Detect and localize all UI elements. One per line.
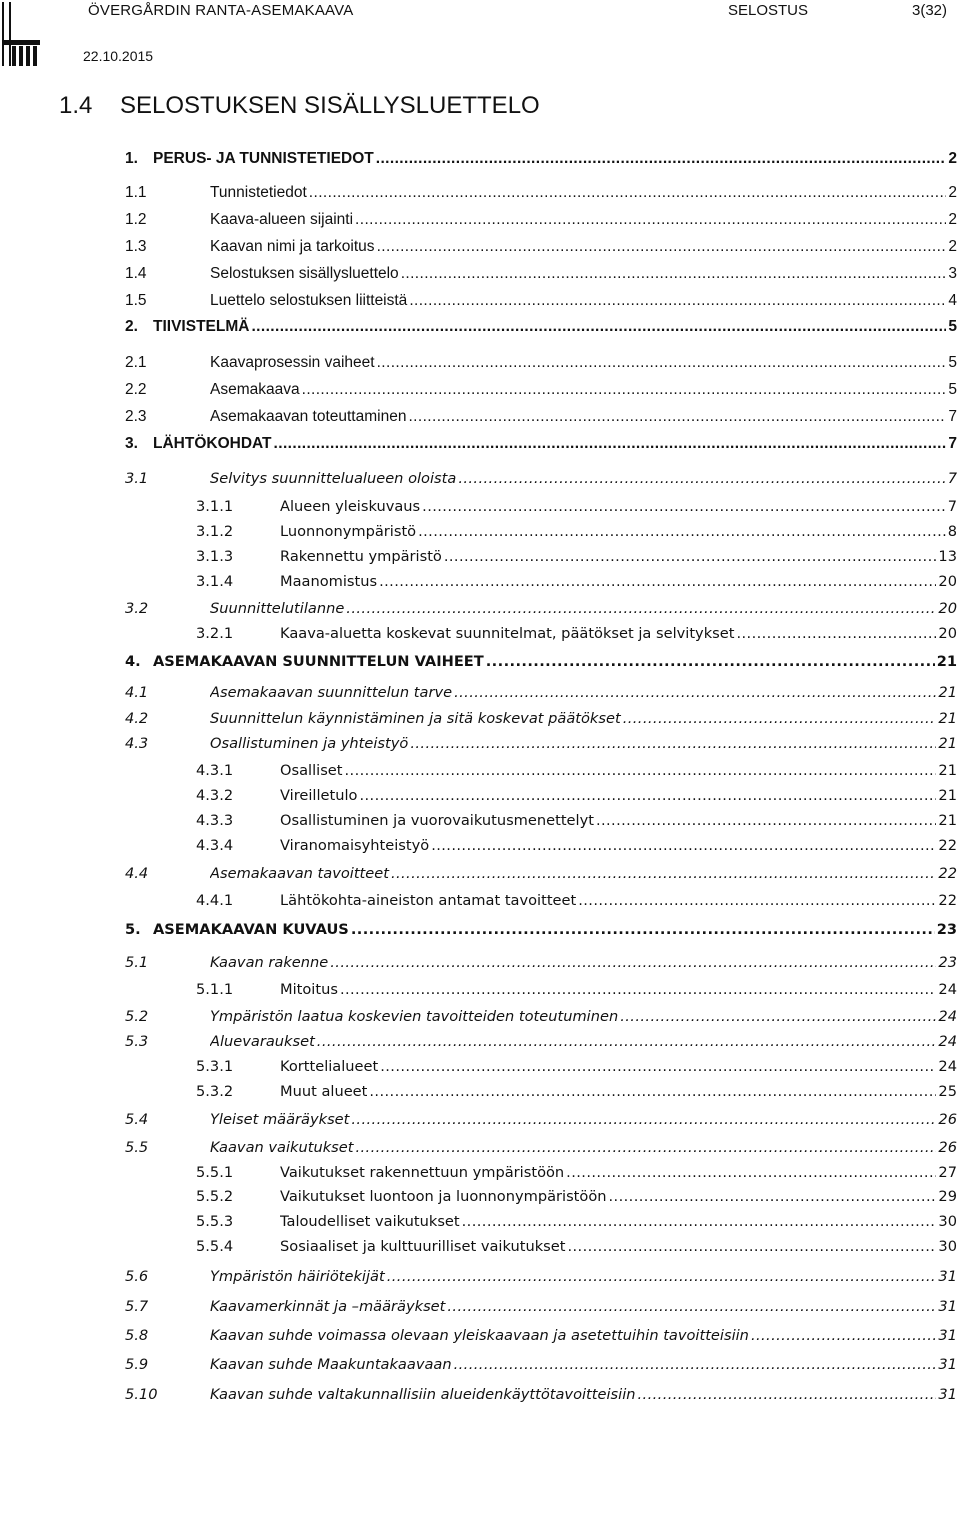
toc-entry-page: 7: [947, 470, 957, 487]
toc-entry[interactable]: [0, 236, 960, 258]
toc-entry[interactable]: [0, 810, 960, 832]
toc-dot-leader: [751, 1325, 936, 1347]
toc-entry-title: Maanomistus: [280, 573, 378, 590]
toc-dot-leader: [377, 352, 947, 374]
toc-entry-page: 4: [948, 292, 957, 309]
toc-entry-number: 5.7: [125, 1298, 149, 1315]
toc-entry-title: Aluevaraukset: [210, 1033, 315, 1050]
header-page-number: 3(32): [912, 2, 948, 19]
toc-entry-title: Kaavan rakenne: [210, 954, 329, 971]
toc-entry-title: Asemakaavan toteuttaminen: [210, 408, 407, 425]
toc-entry[interactable]: [0, 979, 960, 1001]
toc-entry-leader: [153, 316, 957, 338]
toc-entry-leader: [280, 890, 957, 912]
toc-entry[interactable]: [0, 352, 960, 374]
toc-entry-title: Kaavan vaikutukset: [210, 1139, 354, 1156]
toc-entry-number: 3.1: [125, 470, 149, 487]
toc-entry-page: 2: [948, 184, 957, 201]
toc-dot-leader: [458, 468, 945, 490]
toc-entry-page: 22: [938, 892, 957, 909]
toc-dot-leader: [462, 1211, 937, 1233]
toc-entry-page: 13: [938, 548, 957, 565]
toc-entry[interactable]: [0, 209, 960, 231]
toc-entry[interactable]: [0, 890, 960, 912]
toc-entry[interactable]: [0, 598, 960, 620]
toc-entry-leader: [210, 1006, 957, 1028]
toc-entry[interactable]: [0, 406, 960, 428]
toc-dot-leader: [317, 1031, 937, 1053]
toc-entry-title: Suunnittelutilanne: [210, 600, 345, 617]
toc-entry-leader: [280, 623, 957, 645]
toc-entry-page: 20: [938, 600, 957, 617]
toc-entry-number: 4.3.4: [196, 837, 234, 854]
toc-entry[interactable]: [0, 835, 960, 857]
toc-entry-leader: [280, 521, 957, 543]
toc-entry[interactable]: [0, 863, 960, 885]
toc-entry-number: 1.1: [125, 184, 147, 201]
toc-entry[interactable]: [0, 468, 960, 490]
toc-entry-leader: [280, 1056, 957, 1078]
toc-entry-number: 4.1: [125, 684, 149, 701]
toc-dot-leader: [391, 863, 936, 885]
toc-entry-title: Muut alueet: [280, 1083, 368, 1100]
toc-dot-leader: [355, 209, 946, 231]
toc-entry-title: Luettelo selostuksen liitteistä: [210, 292, 408, 309]
toc-entry-number: 4.3.1: [196, 762, 234, 779]
toc-entry[interactable]: [0, 1031, 960, 1053]
toc-entry-number: 3.2: [125, 600, 149, 617]
toc-dot-leader: [355, 1137, 936, 1159]
toc-entry-page: 21: [936, 653, 957, 670]
toc-entry-page: 26: [938, 1139, 957, 1156]
toc-entry-number: 1.5: [125, 292, 147, 309]
toc-entry[interactable]: [0, 148, 960, 170]
toc-entry-number: 2.: [125, 318, 138, 335]
toc-entry-page: 22: [938, 865, 957, 882]
toc-entry[interactable]: [0, 496, 960, 518]
toc-entry-title: Taloudelliset vaikutukset: [280, 1213, 460, 1230]
toc-entry-title: Rakennettu ympäristö: [280, 548, 442, 565]
page-header: [0, 0, 960, 80]
header-document-type: SELOSTUS: [728, 2, 809, 19]
toc-entry[interactable]: [0, 379, 960, 401]
toc-entry-page: 22: [938, 837, 957, 854]
toc-dot-leader: [376, 148, 947, 170]
toc-dot-leader: [444, 546, 937, 568]
toc-dot-leader: [345, 760, 937, 782]
toc-entry-page: 5: [948, 381, 957, 398]
toc-entry-page: 24: [938, 1058, 957, 1075]
toc-entry-title: Asemakaavan tavoitteet: [210, 865, 389, 882]
toc-dot-leader: [401, 263, 947, 285]
toc-entry-title: PERUS- JA TUNNISTETIEDOT: [153, 150, 374, 167]
toc-entry-page: 30: [938, 1238, 957, 1255]
toc-entry-page: 30: [938, 1213, 957, 1230]
toc-entry-leader: [280, 810, 957, 832]
toc-dot-leader: [409, 290, 946, 312]
toc-entry-leader: [210, 952, 957, 974]
toc-entry-title: LÄHTÖKOHDAT: [153, 435, 272, 452]
toc-entry-title: ASEMAKAAVAN KUVAUS: [153, 921, 349, 938]
toc-dot-leader: [302, 379, 947, 401]
toc-entry-number: 3.2.1: [196, 625, 234, 642]
toc-entry-number: 5.6: [125, 1268, 149, 1285]
toc-entry-page: 27: [938, 1164, 957, 1181]
section-title-number: 1.4: [59, 92, 93, 119]
toc-entry-leader: [210, 263, 957, 285]
toc-entry-title: TIIVISTELMÄ: [153, 318, 250, 335]
toc-entry[interactable]: [0, 546, 960, 568]
toc-entry-leader: [280, 785, 957, 807]
toc-dot-leader: [623, 708, 937, 730]
toc-entry-leader: [210, 1354, 957, 1376]
toc-entry[interactable]: [0, 1384, 960, 1406]
toc-entry-title: Asemakaavan suunnittelun tarve: [210, 684, 453, 701]
toc-entry-leader: [280, 1236, 957, 1258]
toc-entry-leader: [210, 682, 957, 704]
toc-entry[interactable]: [0, 1006, 960, 1028]
toc-entry-page: 24: [938, 1033, 957, 1050]
toc-entry-leader: [210, 1296, 957, 1318]
toc-entry-title: Lähtökohta-aineiston antamat tavoitteet: [280, 892, 577, 909]
toc-entry-page: 2: [948, 238, 957, 255]
toc-entry-number: 5.1: [125, 954, 149, 971]
header-project-name: ÖVERGÅRDIN RANTA-ASEMAKAAVA: [88, 2, 354, 19]
toc-entry-page: 2: [948, 211, 957, 228]
toc-entry[interactable]: [0, 1162, 960, 1184]
toc-entry-title: Osallistuminen ja vuorovaikutusmenettelyt: [280, 812, 594, 829]
toc-entry-number: 3.1.1: [196, 498, 234, 515]
toc-entry-number: 5.4: [125, 1111, 149, 1128]
toc-entry[interactable]: [0, 1354, 960, 1376]
toc-entry-leader: [210, 708, 957, 730]
toc-entry-number: 4.3.3: [196, 812, 234, 829]
toc-entry-page: 21: [938, 735, 957, 752]
toc-dot-leader: [387, 1266, 937, 1288]
toc-entry[interactable]: [0, 760, 960, 782]
toc-entry-title: Viranomaisyhteistyö: [280, 837, 430, 854]
header-date: 22.10.2015: [83, 48, 154, 64]
toc-entry[interactable]: [0, 433, 960, 455]
toc-entry-leader: [153, 148, 957, 170]
toc-entry[interactable]: [0, 1266, 960, 1288]
toc-entry-page: 7: [948, 435, 957, 452]
toc-entry-leader: [280, 760, 957, 782]
toc-entry-title: Vaikutukset rakennettuun ympäristöön: [280, 1164, 565, 1181]
toc-entry-title: Kaavaprosessin vaiheet: [210, 354, 375, 371]
toc-dot-leader: [330, 952, 936, 974]
toc-entry-page: 31: [938, 1298, 957, 1315]
toc-entry-number: 2.2: [125, 381, 147, 398]
toc-dot-leader: [351, 919, 935, 941]
toc-entry-page: 26: [938, 1111, 957, 1128]
toc-entry-leader: [210, 1137, 957, 1159]
toc-entry-leader: [153, 433, 957, 455]
toc-dot-leader: [566, 1162, 936, 1184]
toc-entry[interactable]: [0, 1211, 960, 1233]
toc-entry-title: Luonnonympäristö: [280, 523, 417, 540]
toc-dot-leader: [418, 521, 946, 543]
toc-entry-title: Vireilletulo: [280, 787, 358, 804]
toc-entry-number: 1.2: [125, 211, 147, 228]
toc-entry[interactable]: [0, 623, 960, 645]
toc-entry[interactable]: [0, 316, 960, 338]
toc-dot-leader: [377, 236, 947, 258]
toc-entry[interactable]: [0, 263, 960, 285]
toc-entry[interactable]: [0, 919, 960, 941]
toc-entry-page: 21: [938, 787, 957, 804]
toc-entry[interactable]: [0, 1296, 960, 1318]
toc-entry[interactable]: [0, 733, 960, 755]
toc-entry-number: 5.: [125, 921, 141, 938]
toc-entry-number: 5.3.1: [196, 1058, 234, 1075]
toc-dot-leader: [410, 733, 936, 755]
toc-entry[interactable]: [0, 182, 960, 204]
toc-entry-page: 23: [936, 921, 957, 938]
toc-dot-leader: [422, 496, 946, 518]
toc-entry-title: Osallistuminen ja yhteistyö: [210, 735, 409, 752]
toc-entry-number: 4.3.2: [196, 787, 234, 804]
toc-entry-number: 5.5.3: [196, 1213, 234, 1230]
toc-entry-number: 5.2: [125, 1008, 149, 1025]
toc-entry-title: Selvitys suunnittelualueen oloista: [210, 470, 457, 487]
toc-dot-leader: [578, 890, 936, 912]
toc-entry-number: 5.5.4: [196, 1238, 234, 1255]
toc-entry-leader: [210, 209, 957, 231]
toc-entry-leader: [210, 733, 957, 755]
toc-entry-number: 4.3: [125, 735, 149, 752]
toc-entry-leader: [210, 1109, 957, 1131]
toc-entry-page: 5: [948, 318, 957, 335]
toc-entry[interactable]: [0, 1109, 960, 1131]
toc-dot-leader: [379, 571, 936, 593]
toc-entry-page: 31: [938, 1356, 957, 1373]
toc-entry[interactable]: [0, 785, 960, 807]
toc-entry-leader: [210, 1325, 957, 1347]
toc-entry-leader: [210, 352, 957, 374]
toc-entry[interactable]: [0, 1081, 960, 1103]
toc-entry-page: 21: [938, 762, 957, 779]
toc-entry-leader: [280, 1186, 957, 1208]
toc-dot-leader: [274, 433, 947, 455]
toc-dot-leader: [380, 1056, 936, 1078]
toc-entry-number: 5.8: [125, 1327, 149, 1344]
toc-entry-number: 3.1.4: [196, 573, 234, 590]
toc-dot-leader: [369, 1081, 936, 1103]
toc-entry-leader: [153, 919, 957, 941]
toc-entry[interactable]: [0, 521, 960, 543]
toc-entry-number: 4.4: [125, 865, 149, 882]
toc-entry-number: 3.1.2: [196, 523, 234, 540]
toc-entry-page: 31: [938, 1327, 957, 1344]
toc-entry-page: 31: [938, 1268, 957, 1285]
toc-entry-page: 24: [938, 1008, 957, 1025]
toc-dot-leader: [447, 1296, 936, 1318]
toc-entry-number: 5.5: [125, 1139, 149, 1156]
toc-entry-page: 21: [938, 812, 957, 829]
toc-entry[interactable]: [0, 1236, 960, 1258]
toc-entry-title: Yleiset määräykset: [210, 1111, 350, 1128]
toc-dot-leader: [454, 1354, 937, 1376]
toc-dot-leader: [620, 1006, 936, 1028]
toc-entry-number: 5.10: [125, 1386, 158, 1403]
toc-entry-page: 29: [938, 1188, 957, 1205]
toc-entry-page: 24: [938, 981, 957, 998]
toc-entry-title: Kaavan suhde voimassa olevaan yleiskaavaan ja asetettuihin tavoitteisiin: [210, 1327, 749, 1344]
toc-entry-title: Kaava-aluetta koskevat suunnitelmat, päätökset ja selvitykset: [280, 625, 735, 642]
toc-entry[interactable]: [0, 1325, 960, 1347]
toc-entry-page: 20: [938, 625, 957, 642]
toc-entry-leader: [210, 598, 957, 620]
toc-entry[interactable]: [0, 571, 960, 593]
toc-entry-number: 4.2: [125, 710, 149, 727]
toc-dot-leader: [609, 1186, 937, 1208]
toc-entry[interactable]: [0, 708, 960, 730]
toc-entry-title: Selostuksen sisällysluettelo: [210, 265, 399, 282]
toc-entry-number: 2.3: [125, 408, 147, 425]
toc-entry-page: 21: [938, 710, 957, 727]
toc-entry-leader: [280, 835, 957, 857]
toc-dot-leader: [638, 1384, 937, 1406]
section-title-text: SELOSTUKSEN SISÄLLYSLUETTELO: [120, 92, 540, 119]
toc-dot-leader: [408, 406, 946, 428]
toc-dot-leader: [359, 785, 936, 807]
toc-entry-number: 3.1.3: [196, 548, 234, 565]
toc-entry-title: Tunnistetiedot: [210, 184, 307, 201]
toc-entry-leader: [280, 1211, 957, 1233]
toc-dot-leader: [454, 682, 936, 704]
toc-entry-leader: [210, 236, 957, 258]
toc-dot-leader: [567, 1236, 936, 1258]
toc-entry-title: Kaavan suhde Maakuntakaavaan: [210, 1356, 452, 1373]
toc-entry-leader: [210, 182, 957, 204]
toc-entry-number: 5.5.2: [196, 1188, 234, 1205]
toc-dot-leader: [346, 598, 936, 620]
toc-entry-title: Osalliset: [280, 762, 343, 779]
toc-entry-title: Ympäristön häiriötekijät: [210, 1268, 385, 1285]
toc-entry-leader: [153, 651, 957, 673]
toc-entry-page: 7: [947, 498, 957, 515]
toc-entry-title: Sosiaaliset ja kulttuurilliset vaikutukset: [280, 1238, 566, 1255]
toc-entry-page: 21: [938, 684, 957, 701]
toc-entry-leader: [280, 496, 957, 518]
toc-entry-page: 25: [938, 1083, 957, 1100]
toc-entry-title: Ympäristön laatua koskevien tavoitteiden toteutuminen: [210, 1008, 619, 1025]
toc-entry[interactable]: [0, 1186, 960, 1208]
toc-entry-page: 8: [947, 523, 957, 540]
toc-entry[interactable]: [0, 682, 960, 704]
toc-entry-title: Alueen yleiskuvaus: [280, 498, 421, 515]
company-logo: [2, 2, 40, 66]
toc-dot-leader: [340, 979, 936, 1001]
toc-entry-leader: [210, 1384, 957, 1406]
toc-entry-number: 1.4: [125, 265, 147, 282]
toc-entry-number: 1.3: [125, 238, 147, 255]
toc-entry-title: Asemakaava: [210, 381, 300, 398]
toc-dot-leader: [486, 651, 935, 673]
toc-entry-leader: [280, 546, 957, 568]
toc-entry-number: 5.1.1: [196, 981, 234, 998]
toc-entry-number: 1.: [125, 150, 138, 167]
toc-entry-title: ASEMAKAAVAN SUUNNITTELUN VAIHEET: [153, 653, 484, 670]
toc-dot-leader: [736, 623, 936, 645]
toc-entry-page: 7: [948, 408, 957, 425]
toc-entry-leader: [210, 406, 957, 428]
toc-entry-leader: [210, 290, 957, 312]
toc-entry-number: 5.9: [125, 1356, 149, 1373]
toc-entry-page: 23: [938, 954, 957, 971]
toc-entry-title: Korttelialueet: [280, 1058, 379, 1075]
toc-entry[interactable]: [0, 1056, 960, 1078]
toc-entry-number: 5.3: [125, 1033, 149, 1050]
toc-entry-page: 5: [948, 354, 957, 371]
toc-entry-title: Suunnittelun käynnistäminen ja sitä koskevat päätökset: [210, 710, 621, 727]
toc-entry-page: 20: [938, 573, 957, 590]
toc-entry-leader: [280, 571, 957, 593]
toc-entry-leader: [210, 468, 957, 490]
toc-dot-leader: [351, 1109, 936, 1131]
toc-entry-title: Kaavamerkinnät ja –määräykset: [210, 1298, 446, 1315]
toc-entry-leader: [210, 1031, 957, 1053]
toc-entry-leader: [280, 979, 957, 1001]
toc-entry-leader: [210, 1266, 957, 1288]
toc-dot-leader: [309, 182, 947, 204]
toc-entry-number: 5.3.2: [196, 1083, 234, 1100]
toc-entry[interactable]: [0, 651, 960, 673]
toc-entry-number: 5.5.1: [196, 1164, 234, 1181]
toc-entry[interactable]: [0, 952, 960, 974]
toc-dot-leader: [596, 810, 936, 832]
toc-entry-page: 31: [938, 1386, 957, 1403]
toc-entry-title: Kaavan suhde valtakunnallisiin alueidenkäyttötavoitteisiin: [210, 1386, 636, 1403]
toc-entry-title: Vaikutukset luontoon ja luonnonympäristöön: [280, 1188, 607, 1205]
toc-dot-leader: [431, 835, 936, 857]
toc-entry-title: Mitoitus: [280, 981, 338, 998]
toc-entry-page: 2: [948, 150, 957, 167]
toc-entry[interactable]: [0, 290, 960, 312]
toc-entry-leader: [280, 1162, 957, 1184]
toc-entry-leader: [210, 379, 957, 401]
toc-entry-number: 4.4.1: [196, 892, 234, 909]
toc-entry-number: 2.1: [125, 354, 147, 371]
toc-entry-number: 3.: [125, 435, 138, 452]
toc-entry-page: 3: [948, 265, 957, 282]
toc-entry-number: 4.: [125, 653, 141, 670]
toc-entry-title: Kaavan nimi ja tarkoitus: [210, 238, 375, 255]
toc-entry[interactable]: [0, 1137, 960, 1159]
toc-entry-title: Kaava-alueen sijainti: [210, 211, 354, 228]
toc-entry-leader: [280, 1081, 957, 1103]
toc-dot-leader: [251, 316, 946, 338]
toc-entry-leader: [210, 863, 957, 885]
